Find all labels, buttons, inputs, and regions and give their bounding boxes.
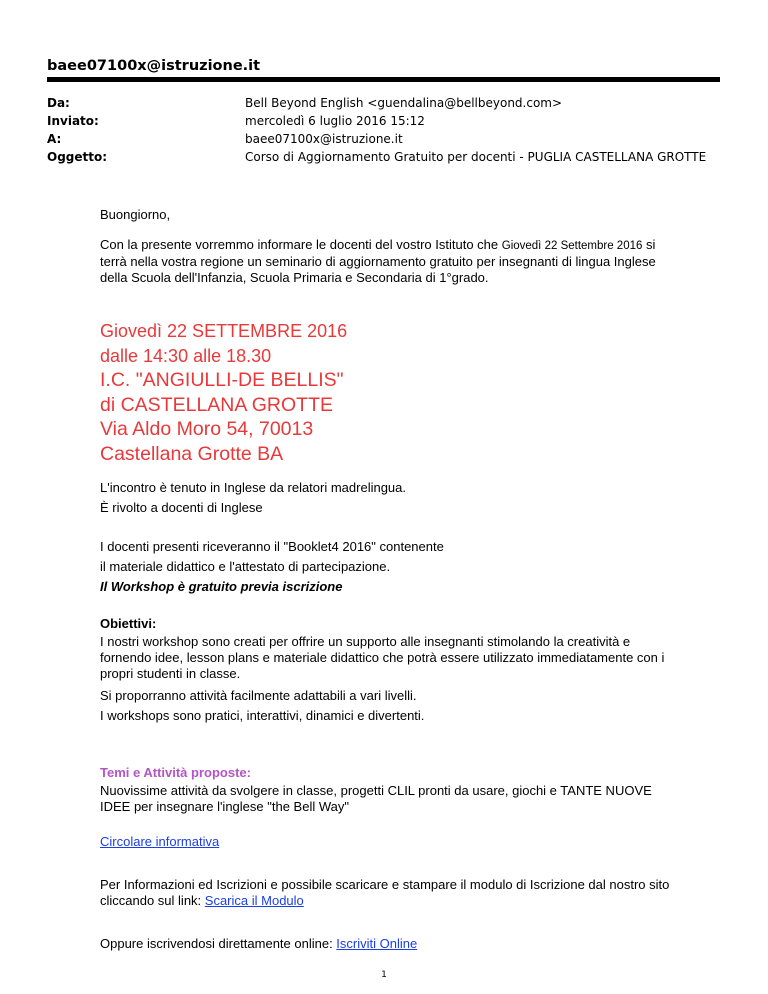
objectives-paragraph-1: I nostri workshop sono creati per offrire un supporto alle insegnanti stimolando la creatività e fornendo idee, lesson plans e materiale didattico che potrà essere utilizzato immediatamente con i propri studenti in classe. bbox=[100, 634, 665, 681]
sent-value: mercoledì 6 luglio 2016 15:12 bbox=[245, 114, 425, 128]
event-date: Giovedì 22 SETTEMBRE 2016 bbox=[100, 321, 348, 341]
event-time: dalle 14:30 alle 18.30 bbox=[100, 345, 272, 366]
info-line-2: È rivolto a docenti di Inglese bbox=[100, 500, 263, 515]
free-note: Il Workshop è gratuito previa iscrizione bbox=[100, 579, 343, 594]
to-value: baee07100x@istruzione.it bbox=[245, 132, 403, 146]
online-text: Oppure iscrivendosi direttamente online: bbox=[100, 936, 337, 951]
online-signup-link[interactable]: Iscriviti Online bbox=[336, 936, 418, 951]
mailbox-owner: baee07100x@istruzione.it bbox=[47, 58, 261, 74]
email-body bbox=[100, 207, 680, 952]
info-paragraph bbox=[100, 877, 680, 909]
themes-text: Nuovissime attività da svolgere in classe, progetti CLIL pronti da usare, giochi e TANTE NUOVE IDEE per insegnare l'inglese "the Bell Way" bbox=[100, 783, 652, 814]
circular-paragraph bbox=[100, 834, 680, 850]
info-text: Per Informazioni ed Iscrizioni e possibile scaricare e stampare il modulo di Iscrizione dal nostro sito cliccando sul link: bbox=[100, 877, 670, 908]
from-row bbox=[47, 94, 706, 112]
greeting: Buongiorno, bbox=[100, 207, 171, 222]
event-details bbox=[100, 319, 680, 466]
email-header bbox=[47, 94, 706, 166]
objectives-paragraph-3: I workshops sono pratici, interattivi, dinamici e divertenti. bbox=[100, 708, 425, 723]
event-town: di CASTELLANA GROTTE bbox=[100, 393, 333, 416]
objectives-paragraph-2: Si proporranno attività facilmente adattabili a vari livelli. bbox=[100, 688, 417, 703]
sent-row bbox=[47, 112, 706, 130]
subject-value: Corso di Aggiornamento Gratuito per docenti - PUGLIA CASTELLANA GROTTE bbox=[245, 150, 707, 164]
subject-row bbox=[47, 148, 706, 166]
intro-text-2: si terrà nella vostra regione un seminario di aggiornamento gratuito per insegnanti di lingua Inglese della Scuola dell'Infanzia, Scuola Primaria e Secondaria di 1°grado. bbox=[100, 237, 656, 285]
circular-link[interactable]: Circolare informativa bbox=[100, 834, 220, 849]
sent-label: Inviato: bbox=[47, 114, 99, 128]
event-school: I.C. "ANGIULLI-DE BELLIS" bbox=[100, 369, 344, 391]
header-divider bbox=[47, 77, 720, 82]
booklet-line-2: il materiale didattico e l'attestato di partecipazione. bbox=[100, 559, 391, 574]
info-line-1: L'incontro è tenuto in Inglese da relatori madrelingua. bbox=[100, 480, 407, 495]
from-value: Bell Beyond English <guendalina@bellbeyond.com> bbox=[245, 96, 563, 110]
to-row bbox=[47, 130, 706, 148]
intro-date: Giovedì 22 Settembre 2016 bbox=[501, 240, 643, 252]
event-address: Via Aldo Moro 54, 70013 bbox=[100, 418, 314, 440]
page-number: 1 bbox=[381, 970, 387, 980]
intro-paragraph bbox=[100, 237, 670, 286]
from-label: Da: bbox=[47, 96, 70, 110]
themes-title: Temi e Attività proposte: bbox=[100, 765, 251, 780]
event-city: Castellana Grotte BA bbox=[100, 442, 284, 465]
objectives-title: Obiettivi: bbox=[100, 616, 157, 631]
download-form-link[interactable]: Scarica il Modulo bbox=[204, 893, 304, 908]
booklet-line-1: I docenti presenti riceveranno il "Booklet4 2016" contenente bbox=[100, 539, 444, 554]
to-label: A: bbox=[47, 132, 62, 146]
subject-label: Oggetto: bbox=[47, 150, 108, 164]
intro-text-1: Con la presente vorremmo informare le docenti del vostro Istituto che bbox=[100, 237, 502, 252]
online-paragraph bbox=[100, 936, 680, 952]
